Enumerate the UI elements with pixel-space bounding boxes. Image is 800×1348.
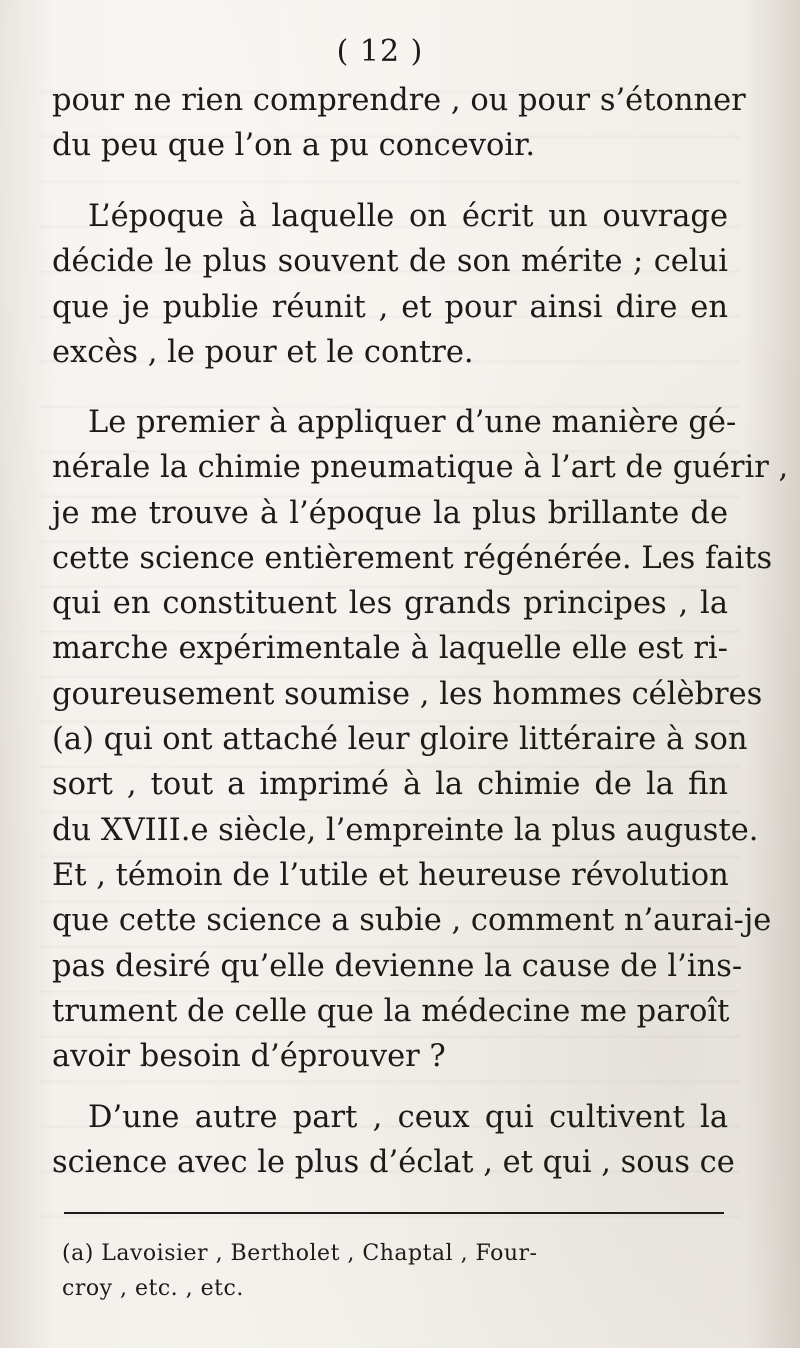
text-line: je me trouve à l’époque la plus brillante de xyxy=(52,495,728,531)
paragraph-1 xyxy=(52,78,746,169)
text-line: nérale la chimie pneumatique à l’art de guérir , xyxy=(52,450,789,486)
text-line: excès , le pour et le contre. xyxy=(52,334,474,370)
text-line: du peu que l’on a pu concevoir. xyxy=(52,128,536,164)
text-line: goureusement soumise , les hommes célèbres xyxy=(52,676,763,712)
text-line: science avec le plus d’éclat , et qui , sous ce xyxy=(52,1145,735,1181)
footnote xyxy=(62,1236,726,1306)
text-line: qui en constituent les grands principes , la xyxy=(52,586,728,622)
paragraph-3 xyxy=(52,400,789,1079)
text-line: du XVIII.e siècle, l’empreinte la plus auguste. xyxy=(52,812,759,848)
text-line: pour ne rien comprendre , ou pour s’étonner xyxy=(52,83,746,118)
footnote-line: (a) Lavoisier , Bertholet , Chaptal , Four- xyxy=(62,1241,538,1266)
text-line: D’une autre part , ceux qui cultivent la xyxy=(88,1100,728,1135)
text-line: marche expérimentale à laquelle elle est ri- xyxy=(52,631,728,667)
paragraph-2 xyxy=(52,194,728,375)
text-line: trument de celle que la médecine me paroît xyxy=(52,993,730,1029)
text-line: L’époque à laquelle on écrit un ouvrage xyxy=(88,199,728,234)
paragraph-4 xyxy=(52,1095,735,1186)
text-line: (a) qui ont attaché leur gloire littéraire à son xyxy=(52,722,748,758)
text-line: que cette science a subie , comment n’aurai-je xyxy=(52,903,772,939)
text-line: Et , témoin de l’utile et heureuse révolution xyxy=(52,857,729,893)
text-line: pas desiré qu’elle devienne la cause de l’ins- xyxy=(52,948,743,984)
text-line: Le premier à appliquer d’une manière gé- xyxy=(88,405,737,440)
page-number: ( 12 ) xyxy=(336,34,424,69)
text-line: sort , tout a imprimé à la chimie de la fin xyxy=(52,767,728,803)
text-line: cette science entièrement régénérée. Les faits xyxy=(52,540,773,576)
text-line: avoir besoin d’éprouver ? xyxy=(52,1039,446,1075)
footnote-line: croy , etc. , etc. xyxy=(62,1276,244,1301)
text-line: décide le plus souvent de son mérite ; celui xyxy=(52,244,728,280)
footnote-divider xyxy=(64,1212,724,1214)
text-line: que je publie réunit , et pour ainsi dire en xyxy=(52,289,728,325)
